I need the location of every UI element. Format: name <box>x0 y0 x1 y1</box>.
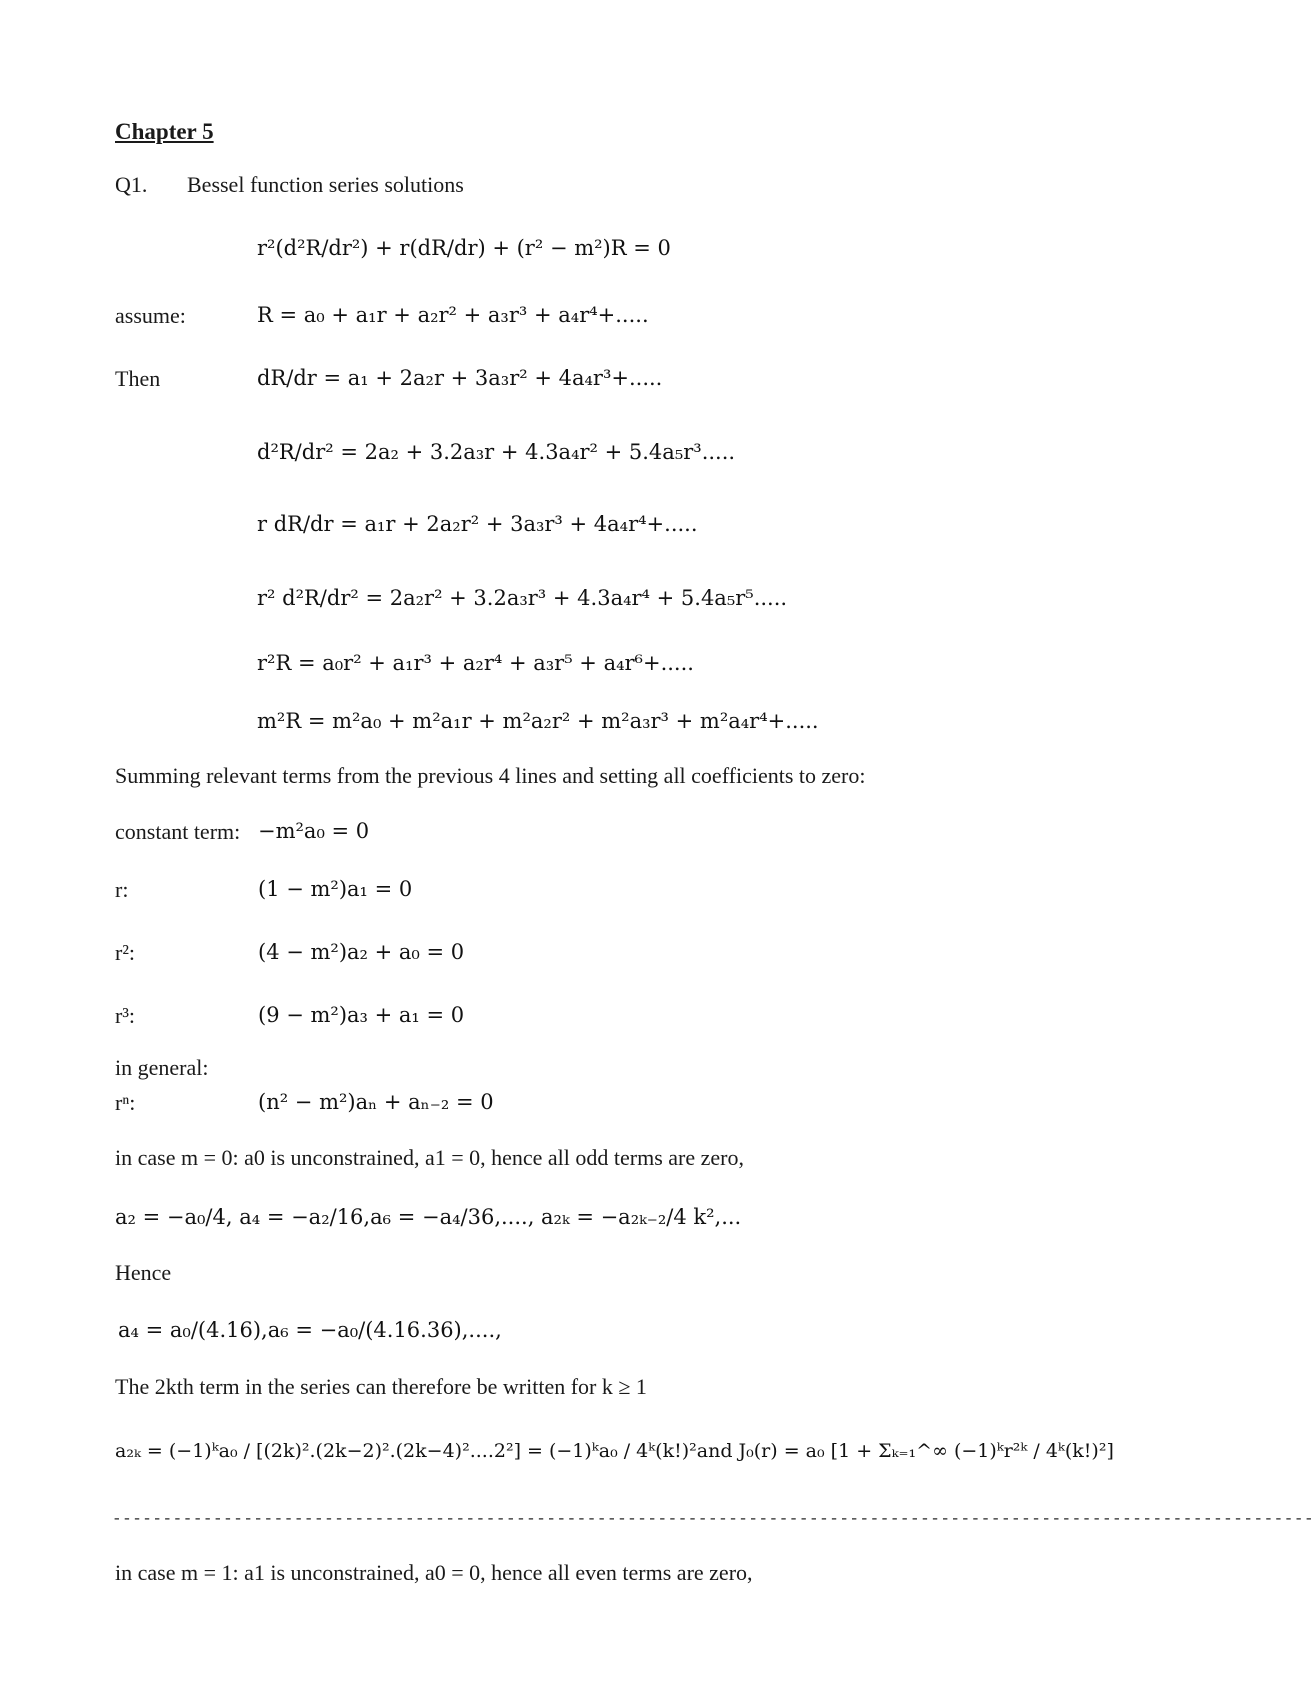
r-coefficient-equation: (1 − m²)a₁ = 0 <box>258 877 413 901</box>
summing-text: Summing relevant terms from the previous 4 lines and setting all coefficients to zero: <box>115 763 866 788</box>
assume-label: assume: <box>115 303 186 328</box>
rn-coefficient-label: rⁿ: <box>115 1090 136 1115</box>
kth-term-text: The 2kth term in the series can therefore be written for k ≥ 1 <box>115 1374 647 1399</box>
m2-times-R: m²R = m²a₀ + m²a₁r + m²a₂r² + m²a₃r³ + m²a₄r⁴+..... <box>257 709 819 733</box>
general-term-and-bessel-series: a₂ₖ = (−1)ᵏa₀ / [(2k)².(2k−2)².(2k−4)²....2²] = (−1)ᵏa₀ / 4ᵏ(k!)²and J₀(r) = a₀ [1 + Σₖ₌₁^∞ (−1)ᵏr²ᵏ / 4ᵏ(k!)²] <box>115 1440 1114 1462</box>
r2-coefficient-equation: (4 − m²)a₂ + a₀ = 0 <box>258 940 465 964</box>
section-separator: ----------------------------------------------------------------------------------------------------------------------- <box>112 1510 1314 1528</box>
r-times-first-derivative: r dR/dr = a₁r + 2a₂r² + 3a₃r³ + 4a₄r⁴+..... <box>257 512 698 536</box>
r3-coefficient-label: r³: <box>115 1003 136 1028</box>
constant-term-equation: −m²a₀ = 0 <box>258 819 370 843</box>
case-m0-text: in case m = 0: a0 is unconstrained, a1 = 0, hence all odd terms are zero, <box>115 1145 744 1170</box>
hence-label: Hence <box>115 1260 172 1285</box>
hence-equation: a₄ = a₀/(4.16),a₆ = −a₀/(4.16.36),...., <box>118 1318 502 1342</box>
constant-term-label: constant term: <box>115 819 241 844</box>
first-derivative: dR/dr = a₁ + 2a₂r + 3a₃r² + 4a₄r³+..... <box>257 366 663 390</box>
in-general-label: in general: <box>115 1055 209 1080</box>
second-derivative: d²R/dr² = 2a₂ + 3.2a₃r + 4.3a₄r² + 5.4a₅r³..... <box>257 440 736 464</box>
then-label: Then <box>115 366 161 391</box>
chapter-heading: Chapter 5 <box>115 119 214 144</box>
r-coefficient-label: r: <box>115 877 129 902</box>
bessel-ode: r²(d²R/dr²) + r(dR/dr) + (r² − m²)R = 0 <box>257 236 671 260</box>
question-title: Bessel function series solutions <box>187 172 464 197</box>
series-assumption: R = a₀ + a₁r + a₂r² + a₃r³ + a₄r⁴+..... <box>257 303 649 327</box>
r2-times-R: r²R = a₀r² + a₁r³ + a₂r⁴ + a₃r⁵ + a₄r⁶+..... <box>257 651 694 675</box>
question-number: Q1. <box>115 172 148 197</box>
case-m0-recurrence: a₂ = −a₀/4, a₄ = −a₂/16,a₆ = −a₄/36,...., a₂ₖ = −a₂ₖ₋₂/4 k²,... <box>115 1205 742 1229</box>
r3-coefficient-equation: (9 − m²)a₃ + a₁ = 0 <box>258 1003 465 1027</box>
recurrence-relation: (n² − m²)aₙ + aₙ₋₂ = 0 <box>258 1090 494 1114</box>
case-m1-text: in case m = 1: a1 is unconstrained, a0 = 0, hence all even terms are zero, <box>115 1560 753 1585</box>
r2-times-second-derivative: r² d²R/dr² = 2a₂r² + 3.2a₃r³ + 4.3a₄r⁴ + 5.4a₅r⁵..... <box>257 586 788 610</box>
r2-coefficient-label: r²: <box>115 940 136 965</box>
